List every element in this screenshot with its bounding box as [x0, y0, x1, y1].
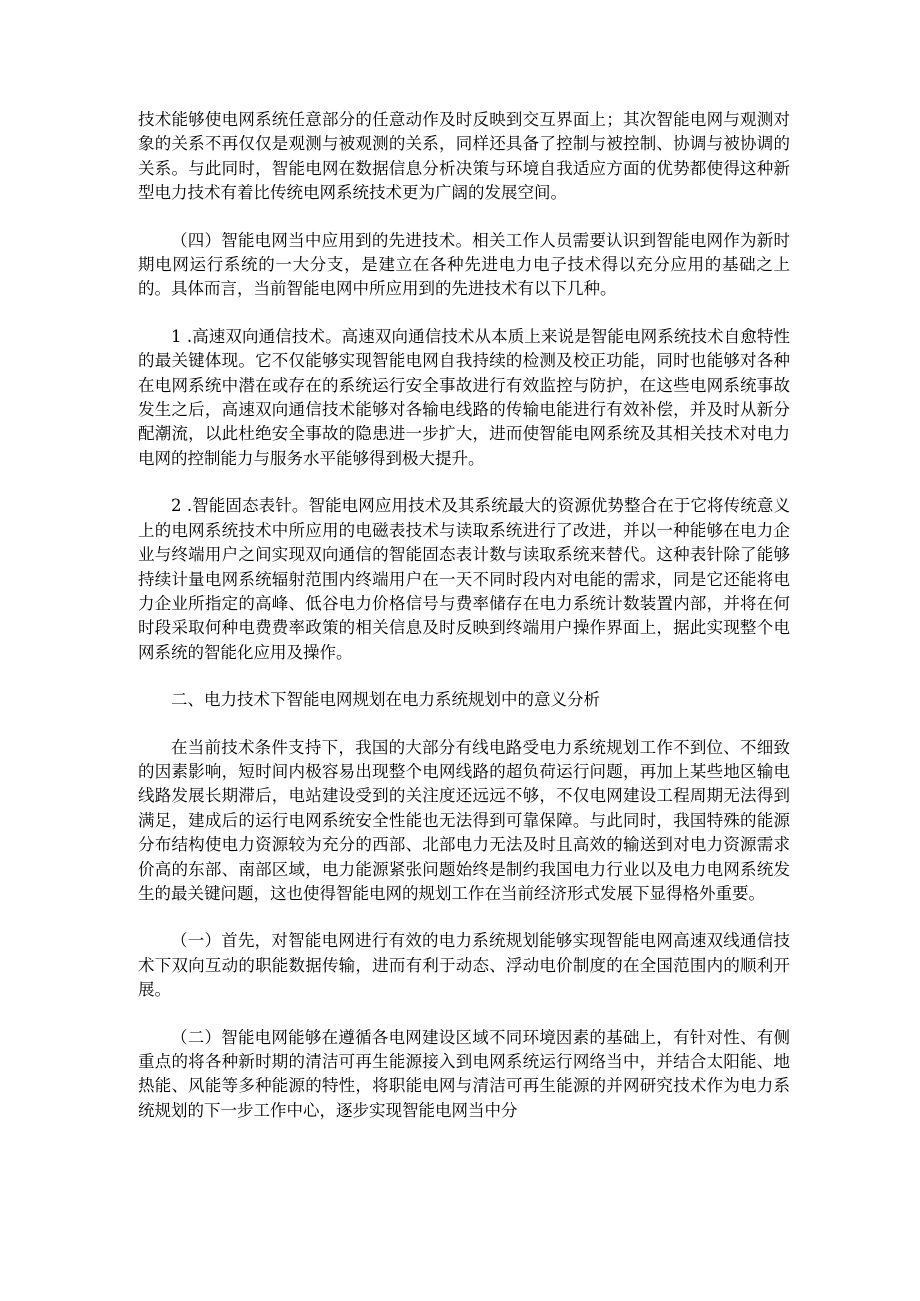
- paragraph-section-4: （四）智能电网当中应用到的先进技术。相关工作人员需要认识到智能电网作为新时期电网运行系统的一大分支，是建立在各种先进电力电子技术得以充分应用的基础之上的。具体而言，当前智能电网中所应用到的先进技术有以下几种。: [138, 230, 790, 299]
- paragraph-point-2: （二）智能电网能够在遵循各电网建设区域不同环境因素的基础上，有针对性、有侧重点的将各种新时期的清洁可再生能源接入到电网系统运行网络当中，并结合太阳能、地热能、风能等多种能源的特性，将职能电网与清洁可再生能源的并网研究技术作为电力系统规划的下一步工作中心，逐步实现智能电网当中分: [138, 1027, 790, 1120]
- paragraph-point-1: （一）首先，对智能电网进行有效的电力系统规划能够实现智能电网高速双线通信技术下双向互动的职能数据传输，进而有利于动态、浮动电价制度的在全国范围内的顺利开展。: [138, 931, 790, 1000]
- paragraph-item-2: 2 .智能固态表针。智能电网应用技术及其系统最大的资源优势整合在于它将传统意义上的电网系统技术中所应用的电磁表技术与读取系统进行了改进，并以一种能够在电力企业与终端用户之间实现双向通信的智能固态表计数与读取系统来替代。这种表针除了能够持续计量电网系统辐射范围内终端用户在一天不同时段内对电能的需求，同是它还能将电力企业所指定的高峰、低谷电力价格信号与费率储存在电力系统计数装置内部，并将在何时段采取何种电费费率政策的相关信息及时反映到终端用户操作界面上，据此实现整个电网系统的智能化应用及操作。: [138, 496, 790, 662]
- document-page: [138, 108, 790, 1146]
- paragraph-item-1: 1 .高速双向通信技术。高速双向通信技术从本质上来说是智能电网系统技术自愈特性的最关键体现。它不仅能够实现智能电网自我持续的检测及校正功能，同时也能够对各种在电网系统中潜在或存在的系统运行安全事故进行有效监控与防护，在这些电网系统事故发生之后，高速双向通信技术能够对各输电线路的传输电能进行有效补偿，并及时从新分配潮流，以此杜绝安全事故的隐患进一步扩大，进而使智能电网系统及其相关技术对电力电网的控制能力与服务水平能够得到极大提升。: [138, 326, 790, 468]
- paragraph-context: 在当前技术条件支持下，我国的大部分有线电路受电力系统规划工作不到位、不细致的因素影响，短时间内极容易出现整个电网线路的超负荷运行问题，再加上某些地区输电线路发展长期滞后，电站建设受到的关注度还远远不够，不仅电网建设工程周期无法得到满足，建成后的运行电网系统安全性能也无法得到可靠保障。与此同时，我国特殊的能源分布结构使电力资源较为充分的西部、北部电力无法及时且高效的输送到对电力资源需求价高的东部、南部区域，电力能源紧张问题始终是制约我国电力行业以及电力电网系统发生的最关键问题，这也使得智能电网的规划工作在当前经济形式发展下显得格外重要。: [138, 737, 790, 903]
- paragraph-intro-continued: 技术能够使电网系统任意部分的任意动作及时反映到交互界面上；其次智能电网与观测对象的关系不再仅仅是观测与被观测的关系，同样还具备了控制与被控制、协调与被协调的关系。与此同时，智能电网在数据信息分析决策与环境自我适应方面的优势都使得这种新型电力技术有着比传统电网系统技术更为广阔的发展空间。: [138, 110, 790, 203]
- section-heading-2: 二、电力技术下智能电网规划在电力系统规划中的意义分析: [171, 690, 600, 710]
